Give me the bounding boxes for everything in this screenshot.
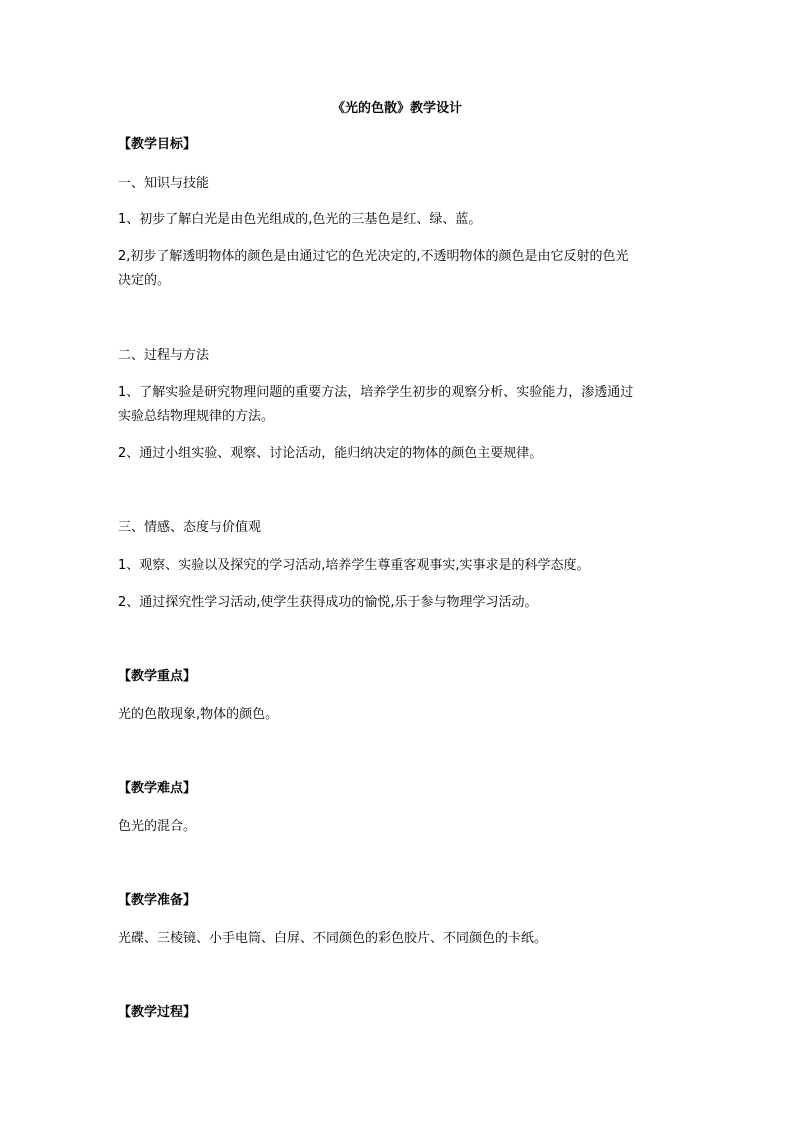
s1-item2-line1: 2,初步了解透明物体的颜色是由通过它的色光决定的,不透明物体的颜色是由它反射的色光 bbox=[118, 249, 629, 264]
s1-item1: 1、初步了解白光是由色光组成的,色光的三基色是红、绿、蓝。 bbox=[118, 212, 482, 227]
difficulty-heading: 【教学难点】 bbox=[118, 781, 197, 796]
s2-item1-line1: 1、了解实验是研究物理问题的重要方法，培养学生初步的观察分析、实验能力，渗透通过 bbox=[118, 385, 634, 400]
difficulty-text: 色光的混合。 bbox=[118, 819, 197, 834]
section3-heading: 三、情感、态度与价值观 bbox=[118, 520, 262, 535]
s1-item2-line2: 决定的。 bbox=[118, 273, 171, 288]
key-heading: 【教学重点】 bbox=[118, 669, 197, 684]
section1-heading: 一、知识与技能 bbox=[118, 176, 210, 191]
goals-heading: 【教学目标】 bbox=[118, 137, 197, 152]
s2-item2: 2、通过小组实验、观察、讨论活动，能归纳决定的物体的颜色主要规律。 bbox=[118, 446, 543, 461]
prep-heading: 【教学准备】 bbox=[118, 893, 197, 908]
s3-item1: 1、观察、实验以及探究的学习活动,培养学生尊重客观事实,实事求是的科学态度。 bbox=[118, 558, 590, 573]
process-heading: 【教学过程】 bbox=[118, 1005, 197, 1020]
s2-item1-line2: 实验总结物理规律的方法。 bbox=[118, 409, 275, 424]
prep-text: 光碟、三棱镜、小手电筒、白屏、不同颜色的彩色胶片、不同颜色的卡纸。 bbox=[118, 931, 548, 946]
key-text: 光的色散现象,物体的颜色。 bbox=[118, 707, 279, 722]
s3-item2: 2、通过探究性学习活动,使学生获得成功的愉悦,乐于参与物理学习活动。 bbox=[118, 595, 538, 610]
document-title: 《光的色散》教学设计 bbox=[331, 101, 462, 116]
section2-heading: 二、过程与方法 bbox=[118, 348, 210, 363]
